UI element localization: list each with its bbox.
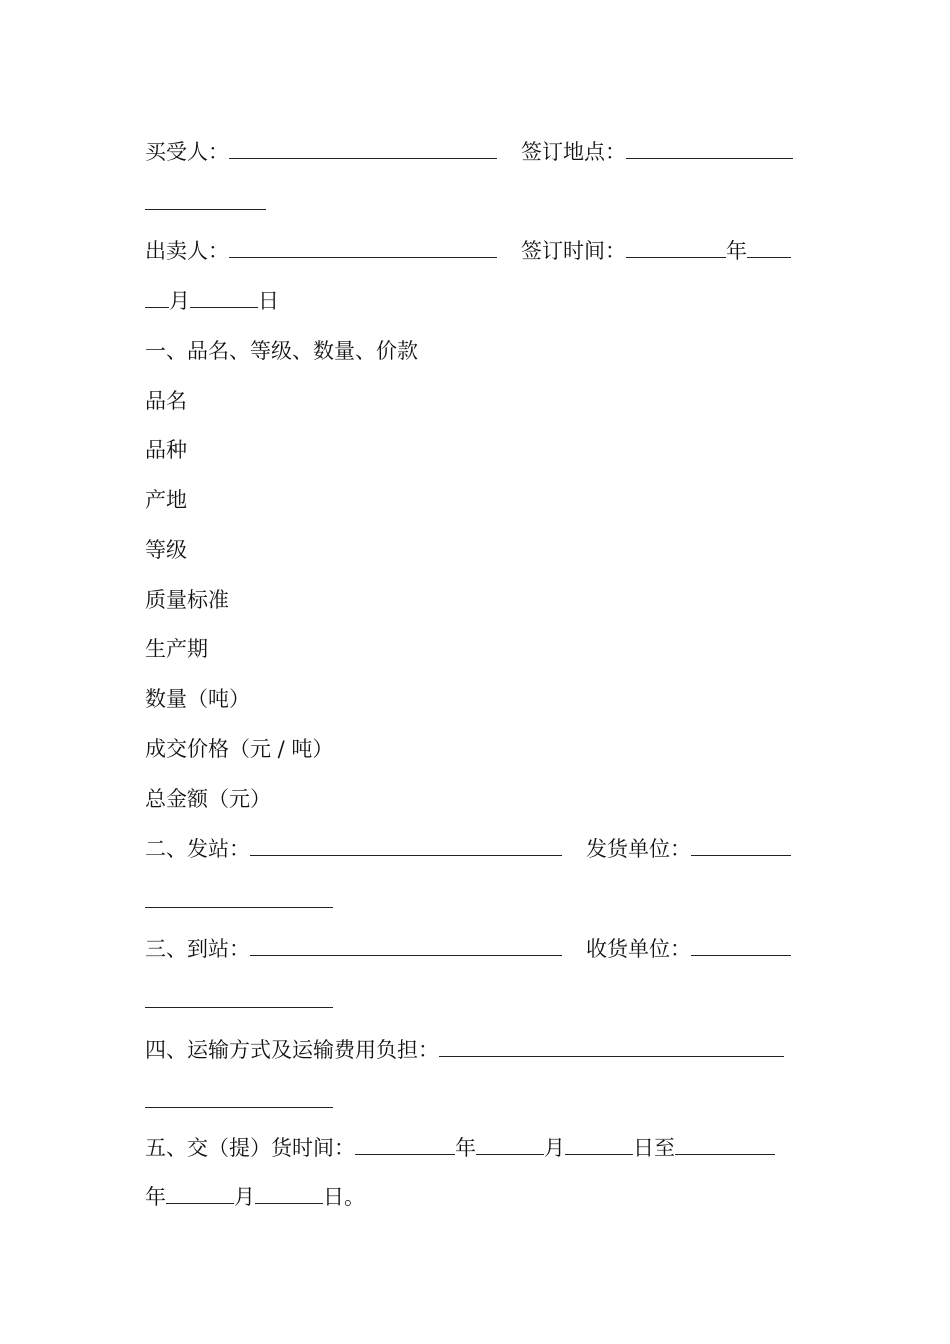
item-quantity: 数量（吨） [145,687,250,711]
shipper-blank[interactable] [691,835,791,856]
sign-time-label: 签订时间： [521,239,626,263]
item-variety: 品种 [145,438,187,462]
section5-line-continued [145,1182,365,1212]
delivery-end-year-label: 年 [145,1185,166,1209]
item-production-period: 生产期 [145,637,208,661]
delivery-end-day-label: 日。 [323,1185,365,1209]
departure-station-blank[interactable] [250,835,562,856]
consignee-blank-continued[interactable] [145,1007,333,1008]
seller-blank[interactable] [229,237,497,258]
transport-blank[interactable] [439,1036,784,1057]
consignee-label: 收货单位： [586,937,691,961]
seller-label: 出卖人： [145,239,229,263]
sign-month-label: 月 [169,289,190,313]
sign-place-blank[interactable] [626,138,793,159]
delivery-start-day-blank[interactable] [565,1134,633,1155]
buyer-label: 买受人： [145,140,229,164]
transport-label: 四、运输方式及运输费用负担： [145,1038,439,1062]
section1-heading: 一、品名、等级、数量、价款 [145,339,418,363]
delivery-start-month-blank[interactable] [476,1134,544,1155]
sign-year-label: 年 [726,239,747,263]
buyer-line [145,137,793,167]
transport-blank-continued[interactable] [145,1107,333,1108]
sign-day-blank[interactable] [190,287,258,308]
delivery-start-day-label: 日至 [633,1136,675,1160]
delivery-end-month-blank[interactable] [166,1183,234,1204]
delivery-time-label: 五、交（提）货时间： [145,1136,355,1160]
sign-place-label: 签订地点： [521,140,626,164]
delivery-end-year-blank[interactable] [675,1134,775,1155]
item-product-name: 品名 [145,389,187,413]
sign-month-blank[interactable] [747,237,791,258]
departure-station-label: 二、发站： [145,837,250,861]
section2-line [145,834,791,864]
item-grade: 等级 [145,538,187,562]
delivery-start-year-label: 年 [455,1136,476,1160]
item-unit-price: 成交价格（元 / 吨） [145,737,334,761]
item-total-amount: 总金额（元） [145,787,271,811]
delivery-start-month-label: 月 [544,1136,565,1160]
seller-line [145,236,791,266]
section3-line [145,934,791,964]
sign-year-blank[interactable] [626,237,726,258]
buyer-blank[interactable] [229,138,497,159]
arrival-station-blank[interactable] [250,935,562,956]
section4-line [145,1035,784,1065]
delivery-start-year-blank[interactable] [355,1134,455,1155]
section5-line [145,1133,775,1163]
item-quality-standard: 质量标准 [145,588,229,612]
sign-place-blank-continued[interactable] [145,209,266,210]
sign-month-blank-continued[interactable] [145,287,169,308]
shipper-label: 发货单位： [586,837,691,861]
sign-day-label: 日 [258,289,279,313]
delivery-end-month-label: 月 [234,1185,255,1209]
shipper-blank-continued[interactable] [145,907,333,908]
delivery-end-day-blank[interactable] [255,1183,323,1204]
consignee-blank[interactable] [691,935,791,956]
item-origin: 产地 [145,488,187,512]
arrival-station-label: 三、到站： [145,937,250,961]
sign-date-line [145,286,279,316]
